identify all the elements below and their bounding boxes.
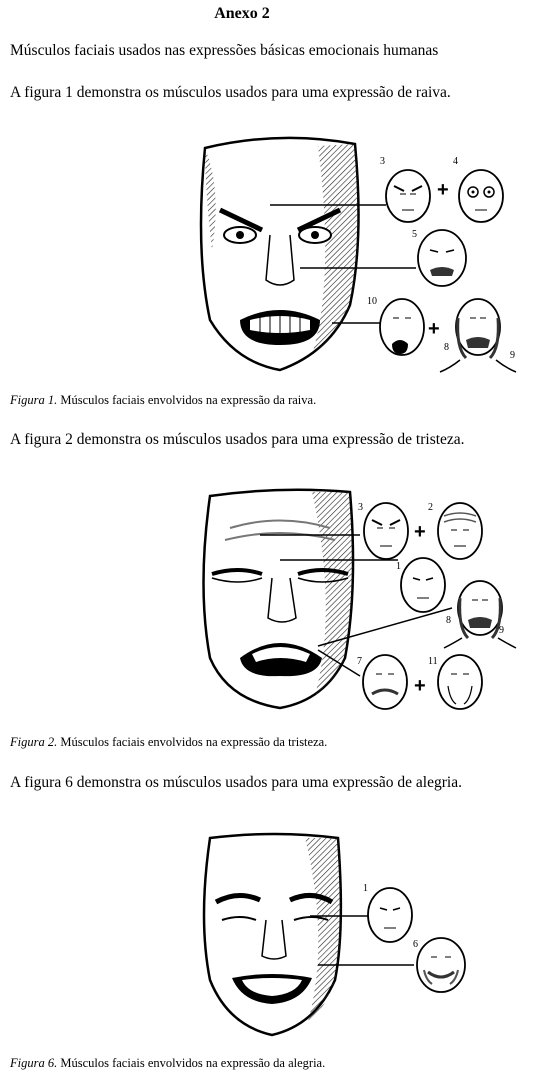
- muscle-label: 6: [413, 939, 418, 950]
- muscle-face-8-9: [440, 299, 516, 372]
- sad-face: [204, 490, 354, 708]
- figure2-caption-label: Figura 2.: [10, 735, 58, 749]
- muscle-face-1: [401, 558, 445, 612]
- figure1-intro: A figura 1 demonstra os músculos usados para uma expressão de raiva.: [10, 84, 451, 101]
- muscle-label: 2: [428, 502, 433, 513]
- muscle-label: 11: [428, 656, 438, 667]
- muscle-label: 9: [499, 625, 504, 636]
- muscle-face-4: [459, 170, 503, 222]
- figure6-caption: [10, 1056, 325, 1071]
- muscle-face-10: [380, 299, 424, 355]
- plus-sign: +: [414, 521, 426, 543]
- subtitle: Músculos faciais usados nas expressões básicas emocionais humanas: [10, 42, 439, 59]
- muscle-label: 3: [358, 502, 363, 513]
- muscle-face-7: [363, 655, 407, 709]
- figure1-caption-text: Músculos faciais envolvidos na expressão da raiva.: [57, 393, 317, 407]
- angry-face: [201, 138, 359, 370]
- figure1-caption: [10, 393, 316, 408]
- muscle-label: 7: [357, 656, 362, 667]
- muscle-face-3: [364, 503, 408, 559]
- muscle-face-6: [417, 938, 465, 992]
- muscle-label: 1: [363, 883, 368, 894]
- plus-sign: +: [414, 675, 426, 697]
- figure6-caption-text: Músculos faciais envolvidos na expressão da alegria.: [57, 1056, 326, 1070]
- muscle-face-5: [418, 230, 466, 286]
- plus-sign: +: [437, 179, 449, 201]
- muscle-face-8-9: [444, 581, 516, 648]
- muscle-label: 4: [453, 156, 458, 167]
- muscle-face-2: [438, 503, 482, 559]
- figure2-caption-text: Músculos faciais envolvidos na expressão da tristeza.: [57, 735, 328, 749]
- muscle-label: 9: [510, 350, 515, 361]
- muscle-face-3: [386, 170, 430, 222]
- figure6-illustration: [0, 830, 544, 1040]
- muscle-face-1: [368, 888, 412, 942]
- figure2-illustration: [0, 478, 544, 713]
- figure6-caption-label: Figura 6.: [10, 1056, 58, 1070]
- muscle-face-11: [438, 655, 482, 709]
- happy-face: [204, 834, 341, 1035]
- figure1-illustration: [0, 130, 544, 380]
- muscle-label: 1: [396, 561, 401, 572]
- plus-sign: +: [428, 318, 440, 340]
- figure2-caption: [10, 735, 327, 750]
- muscle-label: 8: [446, 615, 451, 626]
- page-heading: Anexo 2: [214, 5, 270, 22]
- muscle-label: 10: [367, 296, 377, 307]
- figure1-caption-label: Figura 1.: [10, 393, 58, 407]
- muscle-label: 8: [444, 342, 449, 353]
- figure2-intro: A figura 2 demonstra os músculos usados para uma expressão de tristeza.: [10, 431, 465, 448]
- muscle-label: 5: [412, 229, 417, 240]
- muscle-label: 3: [380, 156, 385, 167]
- figure6-intro: A figura 6 demonstra os músculos usados para uma expressão de alegria.: [10, 774, 462, 791]
